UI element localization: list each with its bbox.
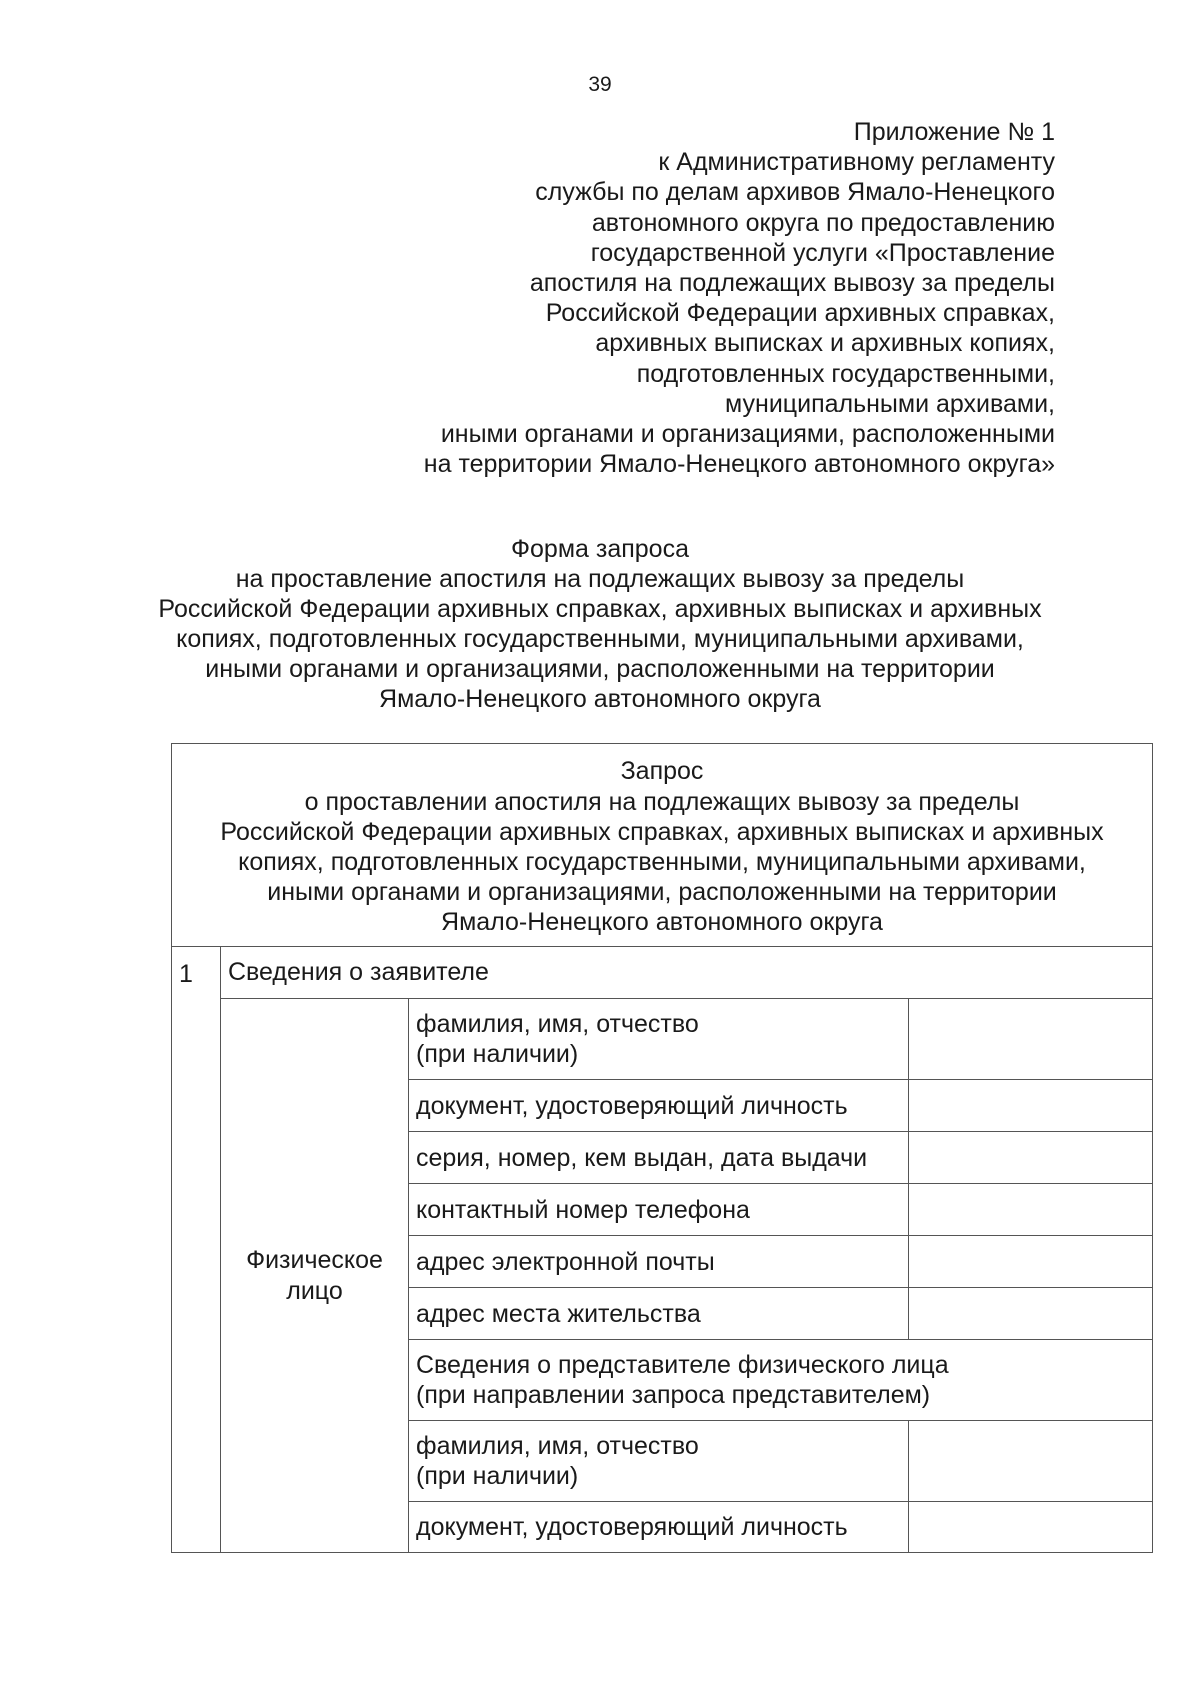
appendix-line: муниципальными архивами, <box>725 389 1055 418</box>
request-header-line: Российской Федерации архивных справках, архивных выписках и архивных <box>220 817 1104 846</box>
appendix-line: подготовленных государственными, <box>636 359 1055 388</box>
field-value-document-details[interactable] <box>909 1132 1153 1184</box>
appendix-line: к Административному регламенту <box>658 148 1055 177</box>
field-label-line: фамилия, имя, отчество <box>416 1432 699 1460</box>
field-label-line: (при наличии) <box>416 1040 579 1068</box>
field-value-phone[interactable] <box>909 1184 1153 1236</box>
field-value-representative-full-name[interactable] <box>909 1421 1153 1502</box>
representative-heading-line: (при направлении запроса представителем) <box>416 1381 931 1409</box>
appendix-line: службы по делам архивов Ямало-Ненецкого <box>535 178 1055 207</box>
request-header-line: копиях, подготовленных государственными, муниципальными архивами, <box>238 848 1086 876</box>
request-form-table <box>171 743 1153 1553</box>
form-title-line: иными органами и организациями, расположенными на территории <box>205 655 995 683</box>
person-type-line: лицо <box>286 1276 343 1305</box>
field-value-residence-address[interactable] <box>909 1288 1153 1340</box>
field-label-email: адрес электронной почты <box>409 1236 909 1288</box>
form-title-line: Форма запроса <box>511 535 689 563</box>
page-number: 39 <box>588 73 612 96</box>
field-value-email[interactable] <box>909 1236 1153 1288</box>
appendix-line: автономного округа по предоставлению <box>591 208 1055 237</box>
field-label-full-name <box>409 999 909 1080</box>
field-label-representative-identity-document: документ, удостоверяющий личность <box>409 1502 909 1553</box>
appendix-line: на территории Ямало-Ненецкого автономного округа» <box>423 450 1055 479</box>
appendix-reference <box>295 117 1055 479</box>
request-header-line: о проставлении апостиля на подлежащих вывозу за пределы <box>304 787 1020 816</box>
field-label-identity-document: документ, удостоверяющий личность <box>409 1080 909 1132</box>
field-label-representative-full-name <box>409 1421 909 1502</box>
field-label-line: фамилия, имя, отчество <box>416 1010 699 1038</box>
field-label-line: (при наличии) <box>416 1462 579 1490</box>
person-type-line: Физическое <box>246 1245 383 1274</box>
section-title: Сведения о заявителе <box>221 947 1153 999</box>
field-label-residence-address: адрес места жительства <box>409 1288 909 1340</box>
request-header <box>172 744 1153 947</box>
form-title-line: копиях, подготовленных государственными, муниципальными архивами, <box>176 625 1024 653</box>
form-title <box>0 534 1200 714</box>
appendix-line: государственной услуги «Проставление <box>590 238 1055 267</box>
appendix-line: иными органами и организациями, расположенными <box>440 420 1055 449</box>
field-value-full-name[interactable] <box>909 999 1153 1080</box>
field-label-phone: контактный номер телефона <box>409 1184 909 1236</box>
representative-heading <box>409 1340 1153 1421</box>
request-header-line: иными органами и организациями, расположенными на территории <box>267 878 1057 907</box>
section-number: 1 <box>172 947 221 1553</box>
person-type-cell <box>221 999 409 1553</box>
form-title-line: Российской Федерации архивных справках, архивных выписках и архивных <box>158 595 1042 623</box>
appendix-line: Российской Федерации архивных справках, <box>545 299 1055 328</box>
form-title-line: Ямало-Ненецкого автономного округа <box>379 685 821 713</box>
field-value-identity-document[interactable] <box>909 1080 1153 1132</box>
request-header-line: Запрос <box>620 757 704 786</box>
form-title-line: на проставление апостиля на подлежащих вывозу за пределы <box>235 565 965 593</box>
appendix-line: архивных выписках и архивных копиях, <box>595 329 1055 358</box>
appendix-line: Приложение № 1 <box>853 118 1055 146</box>
field-label-document-details: серия, номер, кем выдан, дата выдачи <box>409 1132 909 1184</box>
field-value-representative-identity-document[interactable] <box>909 1502 1153 1553</box>
appendix-line: апостиля на подлежащих вывозу за пределы <box>529 269 1055 298</box>
request-header-line: Ямало-Ненецкого автономного округа <box>441 908 883 937</box>
representative-heading-line: Сведения о представителе физического лица <box>416 1351 949 1379</box>
